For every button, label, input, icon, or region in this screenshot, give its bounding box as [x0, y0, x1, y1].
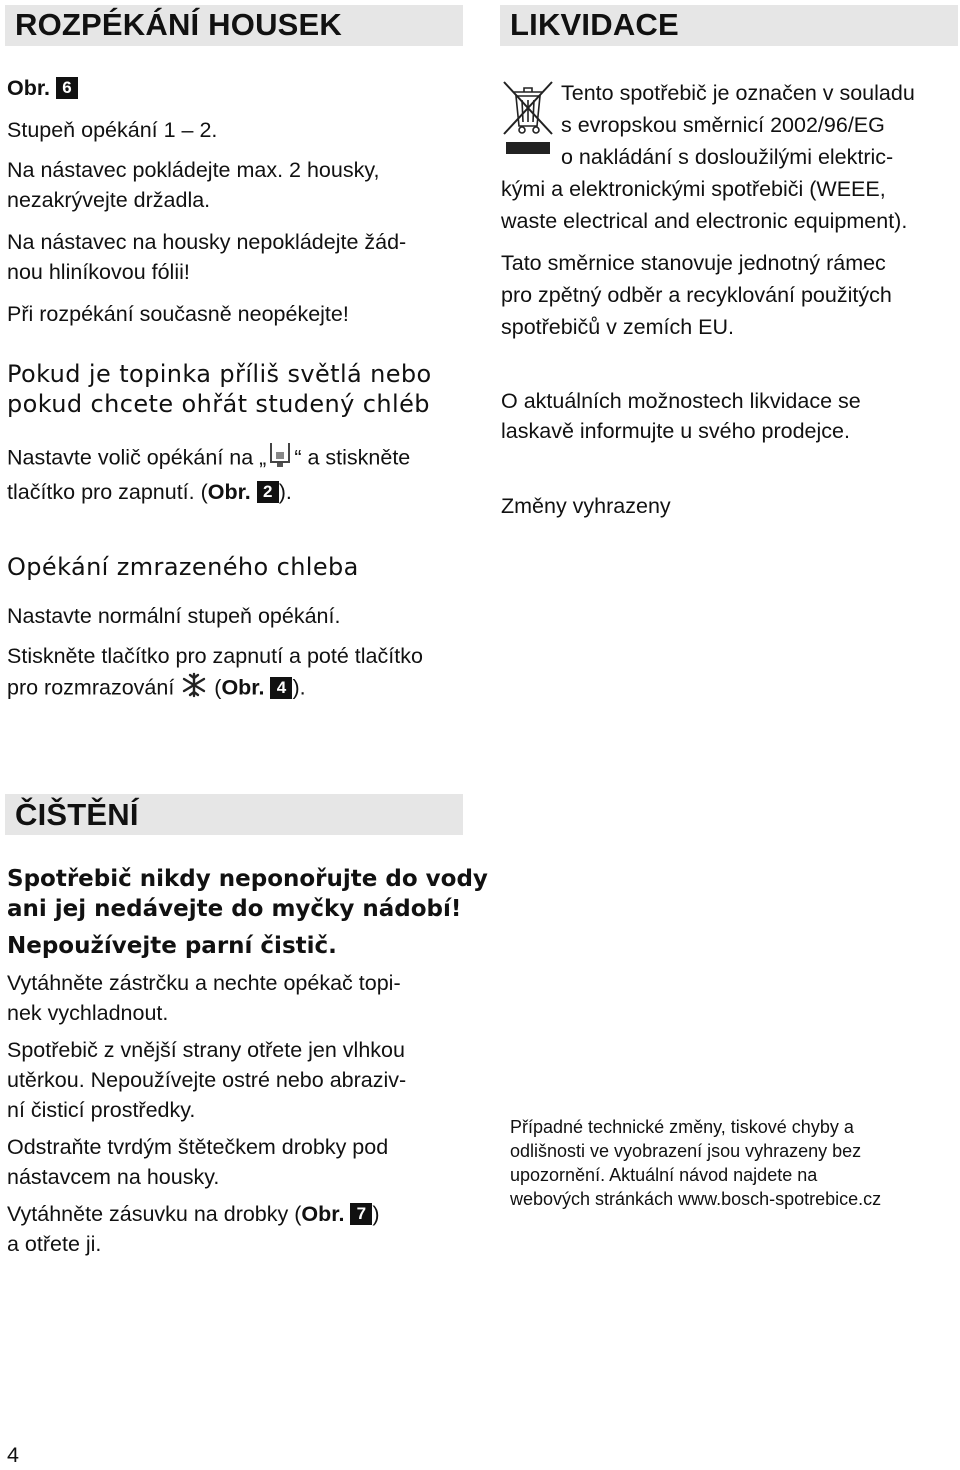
- subheading-topinka-1: Pokud je topinka příliš světlá nebo: [7, 360, 432, 388]
- normalni-stupen-line: Nastavte normální stupeň opékání.: [7, 604, 341, 628]
- warning-line-3: Nepoužívejte parní čistič.: [7, 933, 337, 959]
- heading-rozpekani-housek: [5, 5, 463, 46]
- stisknete-line: Stiskněte tlačítko pro zapnutí a poté tlačítko: [7, 644, 423, 668]
- warning-line-1: Spotřebič nikdy neponořujte do vody: [7, 866, 488, 892]
- heading-text: ČIŠTĚNÍ: [15, 797, 139, 832]
- open-paren: (: [214, 675, 222, 700]
- odstrante-line-2: nástavcem na housky.: [7, 1165, 220, 1189]
- obr-label: Obr.: [207, 480, 251, 504]
- figure-number-badge: 6: [56, 77, 78, 99]
- heading-cisteni: [5, 794, 463, 835]
- tlacitko-text: tlačítko pro zapnutí. (: [7, 480, 208, 504]
- soucasne-line: Při rozpékání současně neopékejte!: [7, 302, 349, 326]
- figure-number-badge: 7: [350, 1203, 372, 1225]
- note-line-2: odlišnosti ve vyobrazení jsou vyhrazeny bez: [510, 1141, 862, 1161]
- note-line-3: upozornění. Aktuální návod najdete na: [510, 1165, 818, 1185]
- obr-label: Obr.: [221, 675, 265, 700]
- rozmrazovani-line: [7, 672, 306, 706]
- heading-text: ROZPÉKÁNÍ HOUSEK: [15, 7, 343, 42]
- nastavte-text: Nastavte volič opékání na „: [7, 445, 267, 470]
- page-number: 4: [7, 1443, 19, 1467]
- weee-line-4: kými a elektronickými spotřebiči (WEEE,: [501, 177, 886, 201]
- obr-6-ref: [7, 73, 78, 103]
- figure-number-badge: 4: [270, 677, 292, 699]
- smernice-line-1: Tato směrnice stanovuje jednotný rámec: [501, 251, 886, 275]
- closing-text: ).: [292, 675, 306, 700]
- spotrebic-line-2: utěrkou. Nepoužívejte ostré nebo abraziv-: [7, 1068, 407, 1092]
- heading-likvidace: [500, 5, 958, 46]
- smernice-line-3: spotřebičů v zemích EU.: [501, 315, 735, 339]
- heading-text: LIKVIDACE: [510, 7, 679, 42]
- closing-text: ): [372, 1202, 380, 1226]
- zasuvka-line-2: a otřete ji.: [7, 1232, 102, 1256]
- vytahnete-line-2: nek vychladnout.: [7, 1001, 169, 1025]
- stupen-line: Stupeň opékání 1 – 2.: [7, 118, 218, 142]
- smernice-line-2: pro zpětný odběr a recyklování použitých: [501, 283, 892, 307]
- subheading-zmrazeny-chleb: Opékání zmrazeného chleba: [7, 553, 359, 581]
- note-line-1: Případné technické změny, tiskové chyby a: [510, 1117, 854, 1137]
- aktualni-line-2: laskavě informujte u svého prodejce.: [501, 419, 850, 443]
- obr-label: Obr.: [301, 1202, 345, 1226]
- crossed-out-wheelie-bin-icon: [500, 78, 556, 160]
- zasuvka-text: Vytáhněte zásuvku na drobky (: [7, 1202, 302, 1226]
- aktualni-line-1: O aktuálních možnostech likvidace se: [501, 389, 861, 413]
- spotrebic-line-1: Spotřebič z vnější strany otřete jen vlhkou: [7, 1038, 405, 1062]
- spotrebic-line-3: ní čisticí prostředky.: [7, 1098, 196, 1122]
- tlacitko-line: [7, 477, 292, 507]
- obr-label: Obr.: [7, 76, 51, 100]
- snowflake-icon: [180, 672, 208, 706]
- folie-line-2: nou hliníkovou fólii!: [7, 260, 190, 284]
- zasuvka-line-1: [7, 1199, 380, 1229]
- odstrante-line-1: Odstraňte tvrdým štětečkem drobky pod: [7, 1135, 389, 1159]
- nastavte-volic-line: [7, 440, 410, 478]
- folie-line-1: Na nástavec na housky nepokládejte žád-: [7, 230, 407, 254]
- subheading-topinka-2: pokud chcete ohřát studený chléb: [7, 390, 430, 418]
- nastavec-line-2: nezakrývejte držadla.: [7, 188, 211, 212]
- note-line-4: webových stránkách www.bosch-spotrebice.cz: [510, 1189, 882, 1209]
- vytahnete-line-1: Vytáhněte zástrčku a nechte opékač topi-: [7, 971, 401, 995]
- warning-line-2: ani jej nedávejte do myčky nádobí!: [7, 896, 462, 922]
- rozmrazovani-text: pro rozmrazování: [7, 675, 175, 700]
- weee-line-1: Tento spotřebič je označen v souladu: [561, 81, 915, 105]
- figure-number-badge: 2: [257, 481, 279, 503]
- weee-line-5: waste electrical and electronic equipment).: [501, 209, 908, 233]
- toast-setting-icon: [266, 440, 294, 478]
- weee-line-2: s evropskou směrnicí 2002/96/EG: [561, 113, 885, 137]
- a-stisknete-text: “ a stiskněte: [294, 445, 411, 470]
- zmeny-vyhrazeny: Změny vyhrazeny: [501, 494, 671, 518]
- nastavec-line-1: Na nástavec pokládejte max. 2 housky,: [7, 158, 380, 182]
- closing-text: ).: [278, 480, 292, 504]
- weee-line-3: o nakládání s dosloužilými elektric-: [561, 145, 894, 169]
